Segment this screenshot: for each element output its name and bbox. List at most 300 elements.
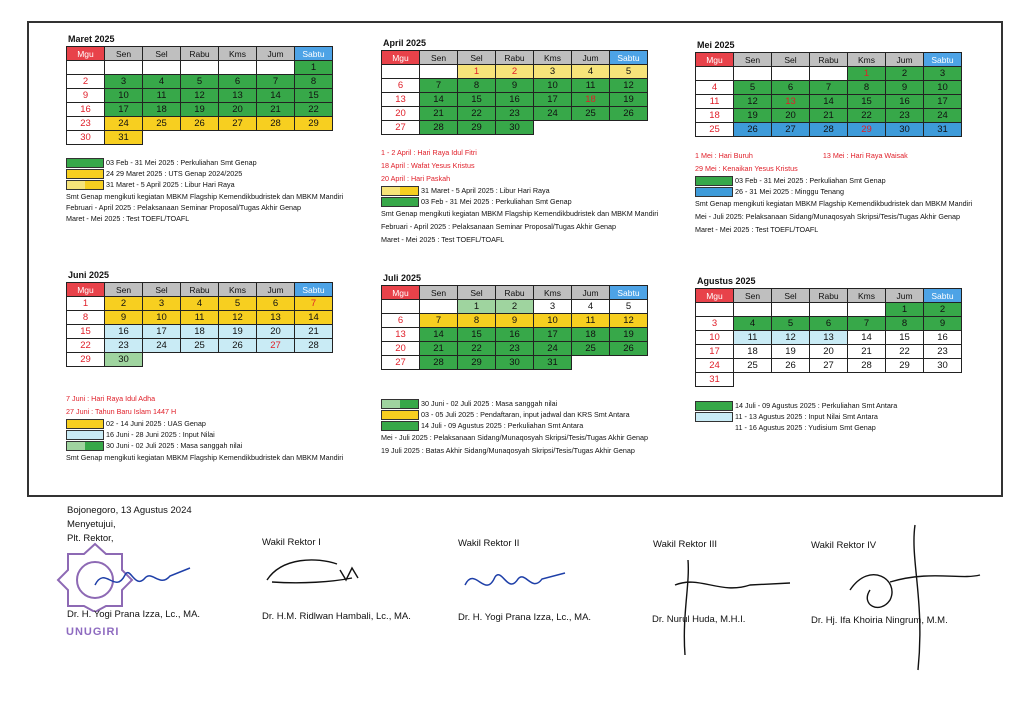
- day-header: Rabu: [496, 286, 534, 300]
- day-cell: 2: [496, 300, 534, 314]
- day-cell: 4: [181, 297, 219, 311]
- day-cell: 1: [848, 67, 886, 81]
- day-cell: 6: [382, 79, 420, 93]
- wr4-role: Wakil Rektor IV: [811, 540, 877, 551]
- day-cell: 3: [696, 317, 734, 331]
- week-row: [696, 303, 962, 317]
- week-row: [67, 89, 333, 103]
- day-cell: 28: [848, 359, 886, 373]
- month-title: Juni 2025: [68, 270, 110, 280]
- day-cell: 3: [105, 75, 143, 89]
- day-cell: 9: [496, 79, 534, 93]
- day-cell: 28: [810, 123, 848, 137]
- approval-block: Bojonegoro, 13 Agustus 2024 Menyetujui, Plt. Rektor,: [67, 505, 192, 544]
- signature-wr3: [660, 555, 800, 665]
- day-cell: 29: [458, 356, 496, 370]
- day-cell: 21: [420, 342, 458, 356]
- day-cell: [848, 303, 886, 317]
- day-cell: 1: [67, 297, 105, 311]
- day-header: Sabtu: [610, 51, 648, 65]
- day-cell: 24: [534, 342, 572, 356]
- day-cell: [420, 300, 458, 314]
- day-header: Rabu: [496, 51, 534, 65]
- day-cell: 3: [534, 65, 572, 79]
- day-header: Jum: [257, 47, 295, 61]
- wr3-role: Wakil Rektor III: [653, 539, 718, 550]
- day-cell: 25: [734, 359, 772, 373]
- day-cell: [696, 67, 734, 81]
- week-row: [382, 356, 648, 370]
- legend-swatch: [381, 421, 419, 431]
- day-cell: 14: [810, 95, 848, 109]
- day-cell: 27: [219, 117, 257, 131]
- day-cell: 13: [257, 311, 295, 325]
- day-cell: 6: [219, 75, 257, 89]
- day-cell: 1: [458, 65, 496, 79]
- day-header: Sen: [734, 53, 772, 67]
- day-cell: 22: [67, 339, 105, 353]
- day-cell: 12: [734, 95, 772, 109]
- day-header: Jum: [257, 283, 295, 297]
- day-cell: 7: [848, 317, 886, 331]
- calendar-table: [381, 285, 648, 370]
- day-cell: 18: [181, 325, 219, 339]
- day-cell: [105, 61, 143, 75]
- day-cell: 12: [610, 314, 648, 328]
- wr2-role: Wakil Rektor II: [458, 538, 520, 549]
- day-cell: 13: [772, 95, 810, 109]
- day-cell: [219, 353, 257, 367]
- day-header: Sel: [458, 286, 496, 300]
- day-cell: [295, 353, 333, 367]
- day-cell: 30: [886, 123, 924, 137]
- day-cell: 11: [572, 314, 610, 328]
- week-row: [67, 131, 333, 145]
- week-row: [67, 339, 333, 353]
- wr2-name: Dr. H. Yogi Prana Izza, Lc., MA.: [458, 612, 592, 623]
- day-cell: 27: [257, 339, 295, 353]
- day-cell: 25: [572, 107, 610, 121]
- calendar-table: [66, 46, 333, 145]
- day-cell: 9: [105, 311, 143, 325]
- day-cell: 3: [924, 67, 962, 81]
- day-cell: 20: [382, 107, 420, 121]
- day-cell: 16: [496, 93, 534, 107]
- day-cell: 20: [219, 103, 257, 117]
- day-header: Sen: [420, 51, 458, 65]
- day-cell: 2: [105, 297, 143, 311]
- month-title: April 2025: [383, 38, 427, 48]
- wr3-name: Dr. Nurul Huda, M.H.I.: [652, 614, 746, 625]
- day-cell: 13: [219, 89, 257, 103]
- day-cell: 10: [924, 81, 962, 95]
- month-juni: [66, 270, 333, 367]
- legend-swatch: [381, 186, 419, 196]
- wr1-name: Dr. H.M. Ridlwan Hambali, Lc., MA.: [262, 611, 411, 622]
- day-cell: 12: [219, 311, 257, 325]
- signature-wr1: [262, 552, 382, 592]
- wr1-role: Wakil Rektor I: [262, 537, 321, 548]
- legend-swatch: [66, 158, 104, 168]
- day-cell: 27: [772, 123, 810, 137]
- day-cell: 5: [219, 297, 257, 311]
- legend-swatch: [381, 197, 419, 207]
- week-row: [696, 95, 962, 109]
- week-row: [696, 81, 962, 95]
- legend-swatch: [66, 441, 104, 451]
- day-cell: 15: [458, 93, 496, 107]
- day-cell: [696, 303, 734, 317]
- week-row: [382, 79, 648, 93]
- month-title: Mei 2025: [697, 40, 735, 50]
- day-cell: 15: [295, 89, 333, 103]
- week-row: [696, 345, 962, 359]
- day-cell: [734, 373, 772, 387]
- day-cell: 9: [67, 89, 105, 103]
- week-row: [696, 373, 962, 387]
- legend-swatch: [695, 401, 733, 411]
- day-cell: 5: [734, 81, 772, 95]
- day-header-row: [382, 51, 648, 65]
- day-cell: [734, 303, 772, 317]
- logo-text: UNUGIRI: [66, 626, 120, 638]
- day-cell: 4: [734, 317, 772, 331]
- day-header: Mgu: [696, 53, 734, 67]
- day-cell: [924, 373, 962, 387]
- week-row: [696, 331, 962, 345]
- day-header: Jum: [886, 289, 924, 303]
- day-cell: 19: [219, 325, 257, 339]
- day-cell: [143, 353, 181, 367]
- day-cell: 23: [924, 345, 962, 359]
- day-cell: 29: [886, 359, 924, 373]
- day-cell: 21: [257, 103, 295, 117]
- day-header: Sel: [458, 51, 496, 65]
- week-row: [67, 325, 333, 339]
- day-header: Sen: [420, 286, 458, 300]
- day-cell: 24: [105, 117, 143, 131]
- day-cell: 6: [810, 317, 848, 331]
- day-cell: 27: [382, 356, 420, 370]
- day-header: Sabtu: [924, 53, 962, 67]
- day-cell: 10: [534, 79, 572, 93]
- day-cell: 26: [772, 359, 810, 373]
- day-header: Rabu: [810, 53, 848, 67]
- day-cell: 6: [382, 314, 420, 328]
- day-cell: 14: [848, 331, 886, 345]
- wr4-name: Dr. Hj. Ifa Khoiria Ningrum, M.M.: [811, 615, 948, 626]
- day-cell: [772, 373, 810, 387]
- day-cell: 5: [610, 300, 648, 314]
- day-cell: 15: [848, 95, 886, 109]
- day-cell: 11: [734, 331, 772, 345]
- calendar-table: [381, 50, 648, 135]
- day-cell: 8: [67, 311, 105, 325]
- notes-juli: 30 Juni - 02 Juli 2025 : Masa sanggah nilai 03 - 05 Juli 2025 : Pendaftaran, input jadwal dan KRS Smt Antara 14 Juli - 09 Agustus 2025 : Perkuliahan Smt Antara Mei - Juli 2025 : Pelaksanaan Sidang/Munaqosyah Skripsi/Tesis/Tugas Akhir Genap 19 Juli 2025 : Batas Akhir Sidang/Munaqosyah Skripsi/Tesis/Tugas Akhir Genap: [381, 398, 649, 455]
- day-header: Mgu: [67, 283, 105, 297]
- day-cell: 22: [458, 342, 496, 356]
- day-cell: 16: [924, 331, 962, 345]
- day-cell: 15: [67, 325, 105, 339]
- day-header: Kms: [848, 53, 886, 67]
- signature-rektor: [90, 560, 200, 600]
- day-cell: 6: [772, 81, 810, 95]
- day-cell: 1: [295, 61, 333, 75]
- legend-swatch: [695, 412, 733, 422]
- day-header: Sabtu: [295, 47, 333, 61]
- day-cell: [572, 356, 610, 370]
- week-row: [696, 67, 962, 81]
- day-cell: 1: [886, 303, 924, 317]
- day-cell: 24: [143, 339, 181, 353]
- day-cell: [848, 373, 886, 387]
- day-header: Sen: [105, 283, 143, 297]
- day-cell: 7: [420, 79, 458, 93]
- day-cell: 19: [610, 93, 648, 107]
- day-cell: 23: [67, 117, 105, 131]
- day-cell: 17: [924, 95, 962, 109]
- day-cell: 19: [734, 109, 772, 123]
- day-cell: 1: [458, 300, 496, 314]
- day-header: Sabtu: [924, 289, 962, 303]
- signature-wr2: [460, 565, 570, 605]
- day-cell: 26: [181, 117, 219, 131]
- day-cell: 8: [886, 317, 924, 331]
- day-cell: 2: [924, 303, 962, 317]
- week-row: [382, 300, 648, 314]
- day-cell: 5: [181, 75, 219, 89]
- calendar-table: [66, 282, 333, 367]
- day-cell: 25: [572, 342, 610, 356]
- day-cell: [534, 121, 572, 135]
- day-cell: 2: [67, 75, 105, 89]
- day-cell: 25: [696, 123, 734, 137]
- day-cell: [420, 65, 458, 79]
- day-cell: 10: [105, 89, 143, 103]
- day-header: Jum: [572, 51, 610, 65]
- signature-wr4: [830, 520, 990, 690]
- day-cell: 10: [534, 314, 572, 328]
- day-cell: 18: [572, 93, 610, 107]
- day-cell: 2: [496, 65, 534, 79]
- day-cell: 24: [696, 359, 734, 373]
- week-row: [696, 109, 962, 123]
- day-cell: 28: [420, 121, 458, 135]
- day-cell: 10: [696, 331, 734, 345]
- day-header: Sen: [734, 289, 772, 303]
- day-cell: 17: [696, 345, 734, 359]
- day-cell: 22: [848, 109, 886, 123]
- week-row: [67, 103, 333, 117]
- day-header-row: [696, 53, 962, 67]
- legend-swatch: [66, 180, 104, 190]
- week-row: [67, 61, 333, 75]
- day-cell: [772, 303, 810, 317]
- day-cell: 18: [143, 103, 181, 117]
- day-header: Sel: [772, 53, 810, 67]
- day-cell: 20: [382, 342, 420, 356]
- month-agustus: [695, 276, 962, 387]
- day-cell: 15: [886, 331, 924, 345]
- day-cell: 16: [886, 95, 924, 109]
- day-cell: 31: [105, 131, 143, 145]
- day-cell: [610, 356, 648, 370]
- day-header: Sel: [143, 47, 181, 61]
- day-header-row: [696, 289, 962, 303]
- day-cell: [572, 121, 610, 135]
- day-cell: 14: [295, 311, 333, 325]
- day-cell: [181, 131, 219, 145]
- notes-mei: 1 Mei : Hari Buruh 13 Mei : Hari Raya Waisak 29 Mei : Kenaikan Yesus Kristus 03 Feb - 31 Mei 2025 : Perkuliahan Smt Genap 26 - 31 Mei 2025 : Minggu Tenang Smt Genap mengikuti kegiatan MBKM Flagship Kemendikbudristek dan MBKM Mandiri Mei - Juli 2025: Pelaksanaan Sidang/Munaqosyah Skripsi/Tesis/Tugas Akhir Genap Maret - Mei 2025 : Test TOEFL/TOAFL: [695, 151, 973, 234]
- day-cell: 23: [496, 342, 534, 356]
- week-row: [696, 317, 962, 331]
- day-cell: 23: [886, 109, 924, 123]
- legend-swatch: [66, 430, 104, 440]
- day-cell: 29: [458, 121, 496, 135]
- day-cell: 8: [458, 79, 496, 93]
- day-cell: 5: [610, 65, 648, 79]
- day-cell: [810, 67, 848, 81]
- week-row: [382, 93, 648, 107]
- day-cell: [886, 373, 924, 387]
- day-cell: 17: [534, 93, 572, 107]
- day-cell: 26: [610, 107, 648, 121]
- day-header-row: [382, 286, 648, 300]
- day-cell: 28: [295, 339, 333, 353]
- week-row: [67, 297, 333, 311]
- day-cell: 30: [105, 353, 143, 367]
- day-cell: 4: [696, 81, 734, 95]
- rektor-name: Dr. H. Yogi Prana Izza, Lc., MA.: [67, 609, 201, 620]
- week-row: [67, 353, 333, 367]
- day-cell: [219, 131, 257, 145]
- day-header: Kms: [219, 283, 257, 297]
- day-cell: 9: [886, 81, 924, 95]
- week-row: [382, 328, 648, 342]
- day-cell: 13: [382, 93, 420, 107]
- day-cell: 19: [610, 328, 648, 342]
- day-cell: 9: [496, 314, 534, 328]
- legend-swatch: [381, 399, 419, 409]
- day-cell: 18: [696, 109, 734, 123]
- week-row: [382, 121, 648, 135]
- day-header: Rabu: [181, 47, 219, 61]
- day-cell: 19: [772, 345, 810, 359]
- day-cell: 8: [458, 314, 496, 328]
- day-cell: [295, 131, 333, 145]
- day-header: Rabu: [810, 289, 848, 303]
- legend-swatch: [66, 169, 104, 179]
- month-april: [381, 38, 648, 135]
- day-cell: 21: [295, 325, 333, 339]
- day-cell: 8: [295, 75, 333, 89]
- day-header: Kms: [848, 289, 886, 303]
- day-cell: 23: [105, 339, 143, 353]
- day-cell: 8: [848, 81, 886, 95]
- day-cell: 17: [143, 325, 181, 339]
- day-cell: 2: [886, 67, 924, 81]
- day-cell: 14: [420, 93, 458, 107]
- week-row: [67, 311, 333, 325]
- day-cell: 18: [572, 328, 610, 342]
- day-header: Sen: [105, 47, 143, 61]
- day-cell: 24: [924, 109, 962, 123]
- day-cell: 30: [496, 121, 534, 135]
- day-cell: 7: [420, 314, 458, 328]
- notes-april: 1 - 2 April : Hari Raya Idul Fitri 18 April : Wafat Yesus Kristus 20 April : Hari Paskah 31 Maret - 5 April 2025 : Libur Hari Raya 03 Feb - 31 Mei 2025 : Perkuliahan Smt Genap Smt Genap mengikuti kegiatan MBKM Flagship Kemendikbudristek dan MBKM Mandiri Februari - April 2025 : Pelaksanaan Seminar Proposal/Tugas Akhir Genap Maret - Mei 2025 : Test TOEFL/TOAFL: [381, 148, 659, 244]
- day-cell: 31: [696, 373, 734, 387]
- day-cell: 29: [67, 353, 105, 367]
- month-juli: [381, 273, 648, 370]
- notes-juni: 7 Juni : Hari Raya Idul Adha 27 Juni : Tahun Baru Islam 1447 H 02 - 14 Juni 2025 : UAS Genap 16 Juni - 28 Juni 2025 : Input Nilai 30 Juni - 02 Juli 2025 : Masa sanggah nilai Smt Genap mengikuti kegiatan MBKM Flagship Kemendikbudristek dan MBKM Mandiri: [66, 394, 344, 462]
- day-cell: 18: [734, 345, 772, 359]
- day-cell: [257, 61, 295, 75]
- day-header: Kms: [219, 47, 257, 61]
- week-row: [67, 75, 333, 89]
- day-cell: 30: [924, 359, 962, 373]
- day-cell: [734, 67, 772, 81]
- day-cell: 27: [382, 121, 420, 135]
- day-cell: 24: [534, 107, 572, 121]
- notes-agustus: 14 Juli - 09 Agustus 2025 : Perkuliahan Smt Antara 11 - 13 Agustus 2025 : Input Nilai Smt Antara 11 - 16 Agustus 2025 : Yudisium Smt Genap: [695, 400, 897, 433]
- day-cell: 21: [420, 107, 458, 121]
- day-cell: 5: [772, 317, 810, 331]
- day-cell: 14: [257, 89, 295, 103]
- calendar-table: [695, 288, 962, 387]
- day-header-row: [67, 283, 333, 297]
- day-cell: 31: [924, 123, 962, 137]
- day-cell: 9: [924, 317, 962, 331]
- day-cell: [382, 65, 420, 79]
- day-cell: 12: [181, 89, 219, 103]
- day-cell: 12: [610, 79, 648, 93]
- day-cell: 23: [496, 107, 534, 121]
- day-cell: 22: [886, 345, 924, 359]
- legend-swatch: [695, 176, 733, 186]
- day-header-row: [67, 47, 333, 61]
- legend-swatch: [66, 419, 104, 429]
- month-mei: [695, 40, 962, 137]
- legend-swatch: [381, 410, 419, 420]
- day-cell: 7: [810, 81, 848, 95]
- day-cell: [257, 353, 295, 367]
- week-row: [382, 342, 648, 356]
- day-cell: [67, 61, 105, 75]
- day-cell: 25: [143, 117, 181, 131]
- day-cell: 16: [496, 328, 534, 342]
- day-cell: 7: [295, 297, 333, 311]
- day-cell: 27: [810, 359, 848, 373]
- month-maret: [66, 34, 333, 145]
- day-cell: 28: [257, 117, 295, 131]
- day-cell: 10: [143, 311, 181, 325]
- week-row: [382, 65, 648, 79]
- legend-swatch: [695, 187, 733, 197]
- day-cell: 26: [610, 342, 648, 356]
- day-header: Sabtu: [610, 286, 648, 300]
- day-header: Mgu: [382, 51, 420, 65]
- day-cell: [257, 131, 295, 145]
- day-cell: 19: [181, 103, 219, 117]
- day-cell: 15: [458, 328, 496, 342]
- day-cell: [143, 131, 181, 145]
- day-cell: 4: [572, 300, 610, 314]
- day-cell: 11: [696, 95, 734, 109]
- day-cell: [610, 121, 648, 135]
- day-cell: 30: [67, 131, 105, 145]
- day-cell: 21: [810, 109, 848, 123]
- day-cell: 29: [848, 123, 886, 137]
